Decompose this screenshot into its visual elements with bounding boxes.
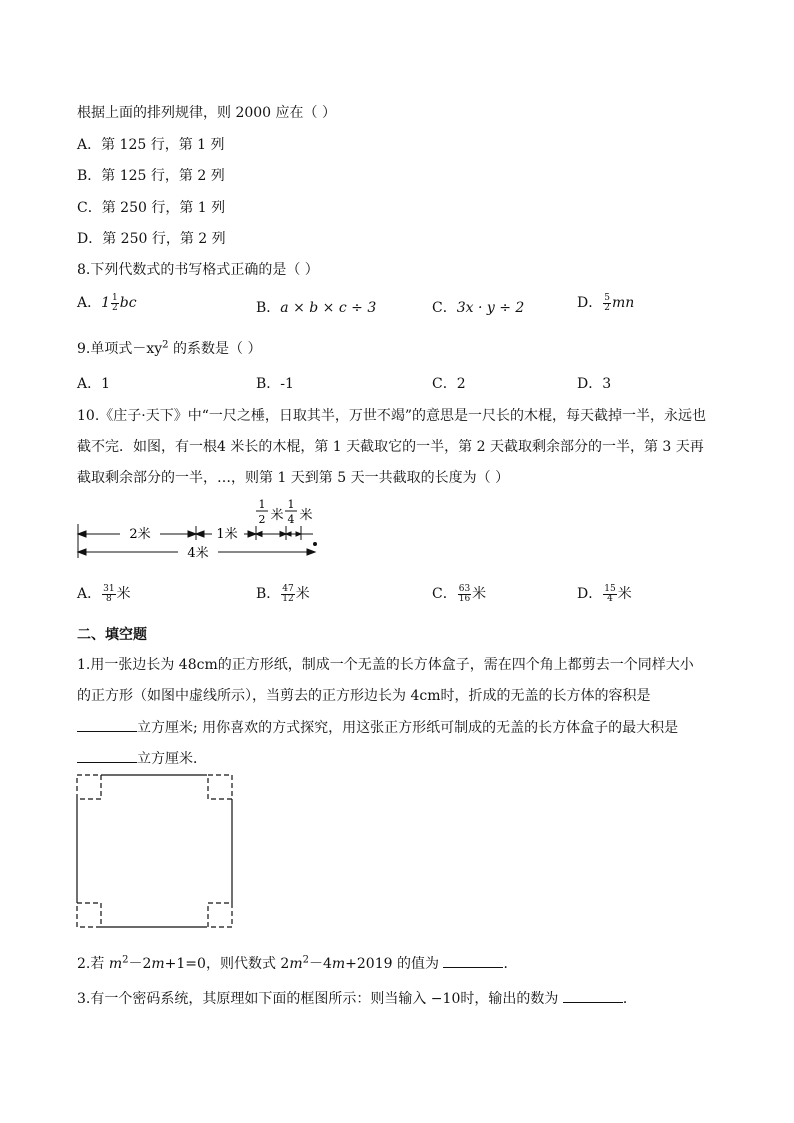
q7-stem: 根据上面的排列规律，则 2000 应在（ ）	[77, 105, 336, 121]
corner-cut-top-right	[208, 775, 232, 799]
end-dot	[314, 543, 317, 546]
q10-option-c: C． $\frac{63}{16}$ 米	[432, 583, 487, 604]
arrow-left-1	[78, 531, 86, 537]
arrow-right-4	[296, 532, 301, 536]
stick-diagram	[70, 496, 330, 568]
corner-cut-bottom-left	[77, 903, 101, 927]
f1-line-3: 立方厘米; 用你喜欢的方式探究，用这张正方形纸可制成的无盖的长方体盒子的最大积是	[77, 717, 678, 737]
f1-line-4: 立方厘米．	[77, 748, 207, 768]
answer-blank-2[interactable]	[77, 750, 137, 763]
answer-blank-4[interactable]	[563, 990, 623, 1003]
q9-option-d: D．3	[577, 376, 612, 392]
label-quarter-unit: 米	[299, 508, 313, 523]
answer-blank-3[interactable]	[443, 955, 503, 968]
q7-option-b: B．第 125 行，第 2 列	[77, 168, 225, 184]
label-half-unit: 米	[270, 508, 284, 523]
f1-line-2: 的正方形（如图中虚线所示），当剪去的正方形边长为 4cm时，折成的无盖的长方体的容积是	[77, 688, 651, 704]
arrow-left-4	[286, 532, 291, 536]
f3-line: 3.有一个密码系统，其原理如下面的框图所示：则当输入 −10时，输出的数为 ．	[77, 991, 637, 1007]
arrow-left-total	[78, 549, 86, 555]
q8-option-b: B．a × b × c ÷ 3	[256, 300, 377, 316]
corner-cut-top-left	[77, 775, 101, 799]
q8-option-a: A．1 $\frac{1}{2}$ bc	[77, 292, 137, 313]
arrow-right-total	[307, 549, 315, 555]
square-paper-figure	[74, 772, 238, 932]
q8-option-d: D． $\frac{5}{2}$ mn	[577, 292, 635, 313]
answer-blank-1[interactable]	[77, 719, 137, 732]
q8-option-c: C．3x · y ÷ 2	[432, 300, 525, 316]
corner-cut-bottom-right	[208, 903, 232, 927]
label-quarter-den: 4	[287, 513, 295, 526]
q10-line-2: 截不完．如图，有一根4 米长的木棍，第 1 天截取它的一半，第 2 天截取剩余部分的一半，第 3 天再	[77, 439, 704, 455]
q10-option-b: B． $\frac{47}{12}$ 米	[256, 583, 310, 604]
q10-line-1: 10.《庄子·天下》中“一尺之棰，日取其半，万世不竭”的意思是一尺长的木棍，每天截掉一半，永远也	[77, 408, 707, 424]
q9-stem: 9.单项式$-xy^2$ 的系数是（ ）	[77, 339, 262, 357]
q9-option-a: A．1	[77, 376, 111, 392]
label-2m: 2米	[129, 527, 151, 542]
q10-option-d: D． $\frac{15}{4}$ 米	[577, 583, 632, 604]
label-half-den: 2	[258, 513, 266, 526]
q9-option-c: C．2	[432, 376, 466, 392]
label-1m: 1米	[216, 527, 238, 542]
f1-line-1: 1.用一张边长为 48cm的正方形纸，制成一个无盖的长方体盒子，需在四个角上都剪去一个同样大小	[77, 657, 694, 673]
q7-option-c: C．第 250 行，第 1 列	[77, 200, 226, 216]
label-total: 4米	[187, 546, 209, 561]
q10-option-a: A． $\frac{31}{8}$ 米	[77, 583, 131, 604]
q7-option-a: A．第 125 行，第 1 列	[77, 137, 225, 153]
label-half-num: 1	[258, 498, 266, 511]
arrow-left-3	[256, 532, 262, 537]
q10-line-3: 截取剩余部分的一半，…，则第 1 天到第 5 天一共截取的长度为（ ）	[77, 470, 510, 486]
q9-option-b: B．-1	[256, 376, 294, 392]
arrow-left-2	[196, 531, 204, 537]
section-title: 二、填空题	[77, 627, 147, 643]
q7-option-d: D．第 250 行，第 2 列	[77, 231, 226, 247]
q8-stem: 8.下列代数式的书写格式正确的是（ ）	[77, 262, 319, 278]
f2-line: 2.若 $m^2-2m+1=0$，则代数式 $2m^2-4m+2019$ 的值为 ．	[77, 954, 518, 972]
label-quarter-num: 1	[287, 498, 295, 511]
